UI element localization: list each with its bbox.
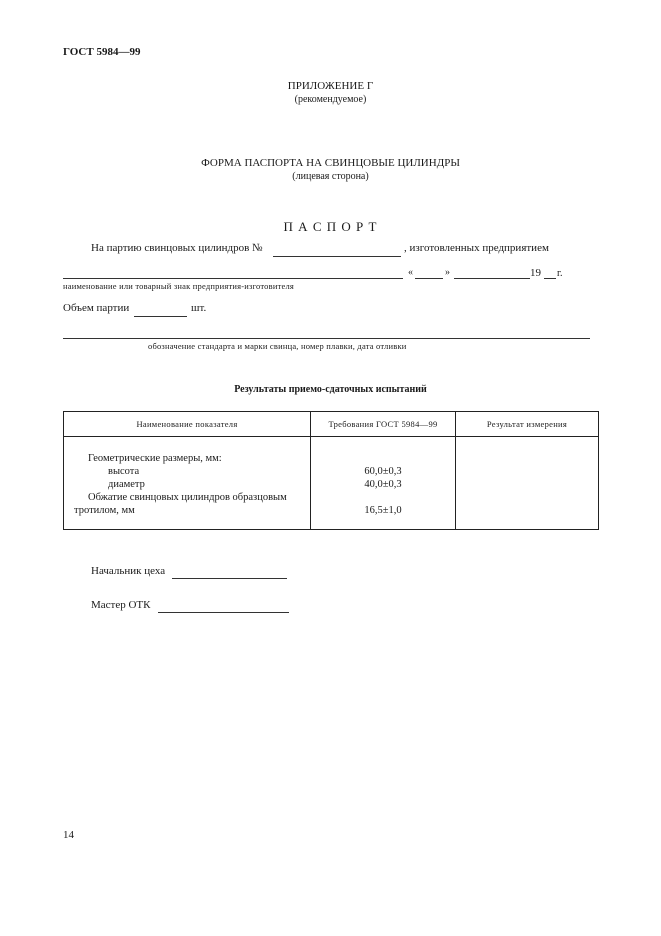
table-header-row [64,412,599,437]
parameter-name: высота [108,466,140,477]
qc-master-label: Мастер ОТК [91,599,151,611]
parameter-names-cell [64,437,311,530]
batch-line-suffix: , изготовленных предприятием [404,242,549,254]
year-prefix: 19 [530,267,541,279]
parameter-name: Геометрические размеры, мм: [88,453,222,464]
column-header: Требования ГОСТ 5984—99 [311,412,456,437]
standard-caption: обозначение стандарта и марки свинца, номер плавки, дата отливки [148,341,407,351]
parameter-name: диаметр [108,479,145,490]
parameter-name: тротилом, мм [74,505,135,516]
volume-label: Объем партии [63,302,130,314]
batch-line-prefix: На партию свинцовых цилиндров № [91,242,263,254]
column-header: Наименование показателя [64,412,311,437]
passport-heading: П А С П О Р Т [283,219,378,234]
volume-unit: шт. [191,302,207,314]
shop-chief-signature-field[interactable] [172,578,287,579]
manufacturer-field[interactable] [63,278,403,279]
requirement-value [311,452,455,465]
volume-field[interactable] [134,316,187,317]
appendix-title: ПРИЛОЖЕНИЕ Г [287,80,374,92]
form-subtitle: (лицевая сторона) [292,171,369,182]
qc-master-signature-field[interactable] [158,612,289,613]
year-field[interactable] [544,278,556,279]
standard-header: ГОСТ 5984—99 [63,46,141,58]
year-suffix: г. [557,268,563,279]
date-open-quote: « [408,267,413,278]
batch-number-field[interactable] [273,256,401,257]
requirements-cell [311,437,456,530]
table-row [64,437,599,530]
column-header: Результат измерения [456,412,599,437]
manufacturer-caption: наименование или товарный знак предприятия-изготовителя [63,281,295,291]
day-field[interactable] [415,278,443,279]
parameter-name: Обжатие свинцовых цилиндров образцовым [88,492,287,503]
requirement-value [311,491,455,504]
requirement-value: 60,0±0,3 [364,466,402,477]
requirement-value: 40,0±0,3 [364,479,402,490]
requirement-value: 16,5±1,0 [364,505,402,516]
page-number: 14 [63,829,74,841]
shop-chief-label: Начальник цеха [91,565,166,577]
measurement-result-cell[interactable] [456,437,599,530]
results-table [63,411,599,530]
form-title: ФОРМА ПАСПОРТА НА СВИНЦОВЫЕ ЦИЛИНДРЫ [201,157,460,169]
month-field[interactable] [454,278,530,279]
date-close-quote: » [445,267,450,278]
appendix-subtitle: (рекомендуемое) [294,94,367,105]
standard-field[interactable] [63,338,590,339]
results-title: Результаты приемо-сдаточных испытаний [234,384,427,395]
